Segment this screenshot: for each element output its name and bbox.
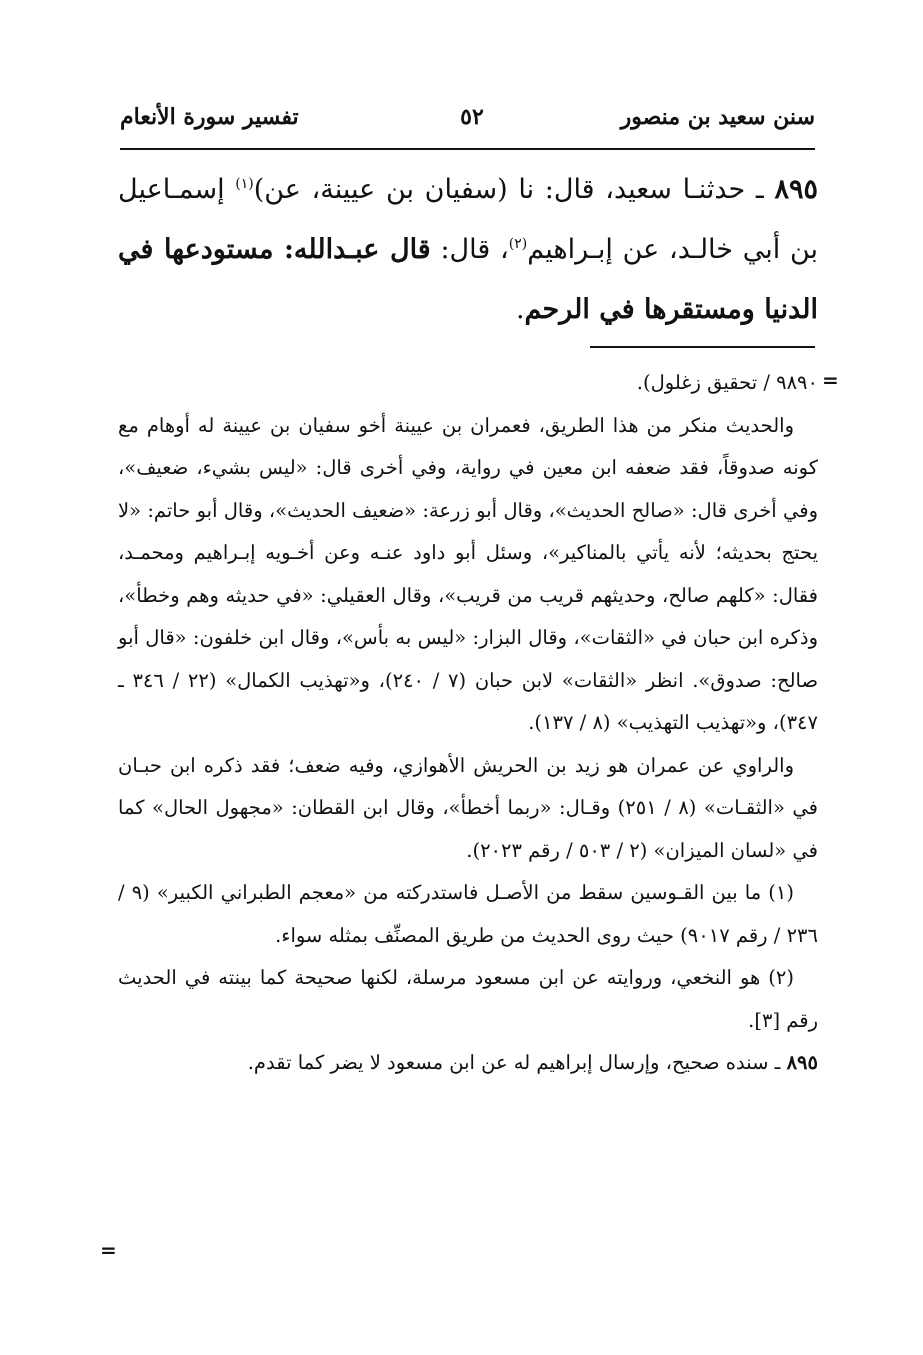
hadith-segment-1: ـ حدثنـا سعيد، قال: نا (سفيان بن عيينة، عن)	[253, 174, 775, 205]
takhrij-paragraph	[118, 1042, 818, 1085]
footnote-paragraph-1: والحديث منكر من هذا الطريق، فعمران بن عيينة أخو سفيان بن عيينة له أوهام مع كونه صدوقاً، فقد ضعفه ابن معين في رواية، وفي أخرى قال: «ليس بشيء، ضعيف»، وفي أخرى قال: «صالح الحديث»، وقال أبو زرعة: «ضعيف الحديث»، وقال أبو حاتم: «لا يحتج بحديثه؛ لأنه يأتي بالمناكير»، وسئل أبو داود عنـه وعن أخـويه إبـراهيم ومحمـد، فقال: «كلهم صالح، وحديثهم قريب من قريب»، وقال العقيلي: «في حديثه وهم وخطأ»، وذكره ابن حبان في «الثقات»، وقال البزار: «ليس به بأس»، وقال ابن خلفون: «قال أبو صالح: صدوق». انظر «الثقات» لابن حبان (٧ / ٢٤٠)، و«تهذيب الكمال» (٢٢ / ٣٤٦ ـ ٣٤٧)، و«تهذيب التهذيب» (٨ / ١٣٧).	[118, 413, 819, 734]
footnote-rule	[590, 346, 815, 348]
hadith-paragraph	[118, 160, 818, 340]
note-ref-2: (٢)	[508, 236, 528, 252]
hadith-segment-3: ، قال:	[430, 234, 509, 265]
takhrij-number: ٨٩٥	[786, 1051, 818, 1074]
hadith-number: ٨٩٥	[774, 174, 818, 205]
hadith-text	[118, 160, 818, 340]
footnote-1: (١) ما بين القـوسين سقط من الأصـل فاستدركته من «معجم الطبراني الكبير» (٩ / ٢٣٦ / رقم ٩٠١٧) حيث روى الحديث من طريق المصنِّف بمثله سواء.	[118, 881, 818, 947]
note-ref-1: (١)	[235, 176, 254, 192]
bottom-marker: =	[100, 1238, 117, 1262]
hadith-quote: قال عبـدالله: مستودعها في الدنيا ومستقرها في الرحم	[118, 234, 818, 325]
continuation-marker: =	[822, 368, 839, 392]
header-rule	[120, 148, 815, 150]
hadith-segment-2: إسمـاعيل بن أبي خالـد، عن إبـراهيم	[118, 174, 819, 265]
running-header	[120, 100, 815, 146]
page-number: ٥٢	[460, 104, 484, 130]
book-title: سنن سعيد بن منصور	[620, 104, 815, 130]
footnote-continuation: ٩٨٩٠ / تحقيق زغلول).	[636, 371, 818, 394]
chapter-title: تفسير سورة الأنعام	[120, 104, 299, 130]
footnote-paragraph-2: والراوي عن عمران هو زيد بن الحريش الأهوازي، وفيه ضعف؛ فقد ذكره ابن حبـان في «الثقـات» (٨ / ٢٥١) وقـال: «ربما أخطأ»، وقال ابن القطان: «مجهول الحال» كما في «لسان الميزان» (٢ / ٥٠٣ / رقم ٢٠٢٣).	[118, 753, 818, 862]
footnotes	[118, 362, 818, 1085]
takhrij-text: ـ سنده صحيح، وإرسال إبراهيم له عن ابن مسعود لا يضر كما تقدم.	[247, 1051, 787, 1074]
hadith-end: .	[515, 294, 525, 325]
footnote-2: (٢) هو النخعي، وروايته عن ابن مسعود مرسلة، لكنها صحيحة كما بينته في الحديث رقم [٣].	[118, 966, 818, 1032]
